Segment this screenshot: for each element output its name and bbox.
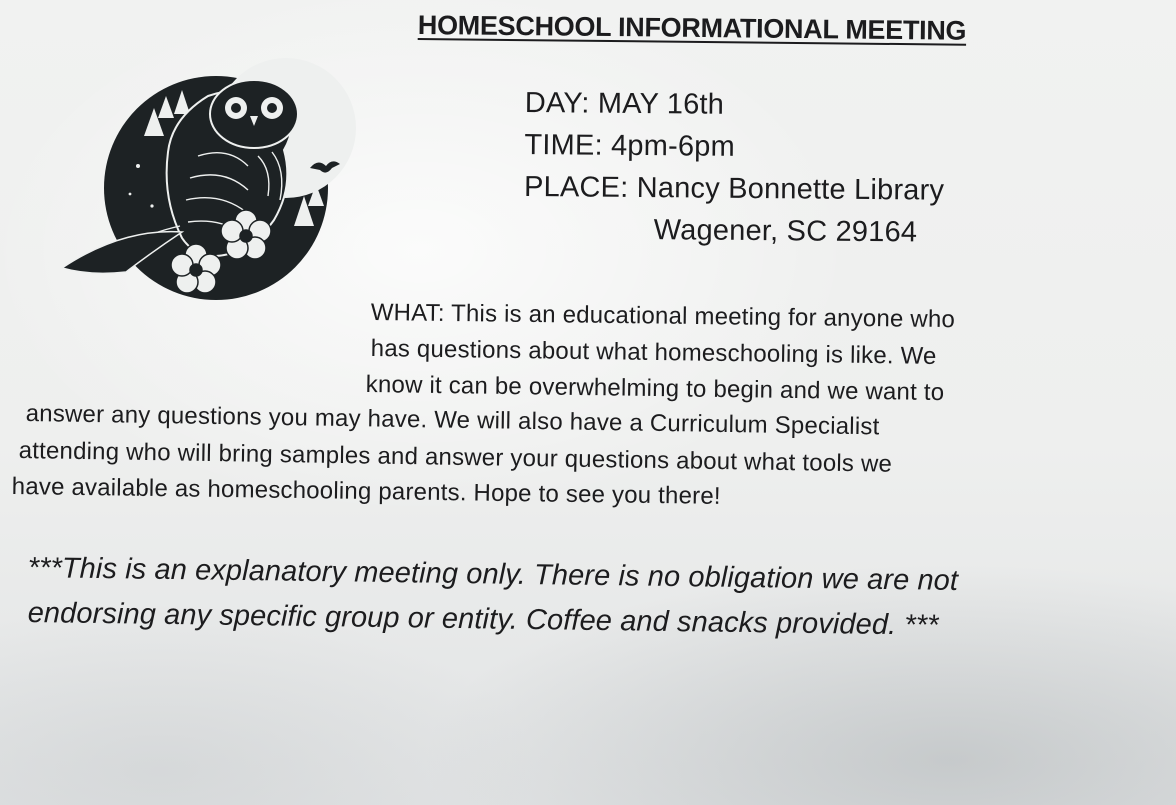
disclaimer-line: ***This is an explanatory meeting only. There is no obligation we are not xyxy=(27,551,959,597)
what-line: has questions about what homeschooling is like. We xyxy=(370,334,937,370)
meeting-time: TIME: 4pm-6pm xyxy=(524,128,736,163)
meeting-details xyxy=(524,82,946,254)
meeting-address: Wagener, SC 29164 xyxy=(653,214,918,249)
disclaimer-line: endorsing any specific group or entity. Coffee and snacks provided. *** xyxy=(27,596,939,642)
meeting-day: DAY: MAY 16th xyxy=(524,86,725,121)
what-line: have available as homeschooling parents. Hope to see you there! xyxy=(11,472,721,510)
what-line: know it can be overwhelming to begin and we want to xyxy=(365,370,945,407)
what-line: answer any questions you may have. We will also have a Curriculum Specialist xyxy=(25,399,880,441)
owl-on-crescent-moon-icon xyxy=(58,56,358,308)
flyer-title: HOMESCHOOL INFORMATIONAL MEETING xyxy=(417,10,967,46)
what-line: WHAT: This is an educational meeting for anyone who xyxy=(370,298,956,334)
what-line: attending who will bring samples and answer your questions about what tools we xyxy=(18,436,893,478)
meeting-place: PLACE: Nancy Bonnette Library xyxy=(523,170,945,207)
